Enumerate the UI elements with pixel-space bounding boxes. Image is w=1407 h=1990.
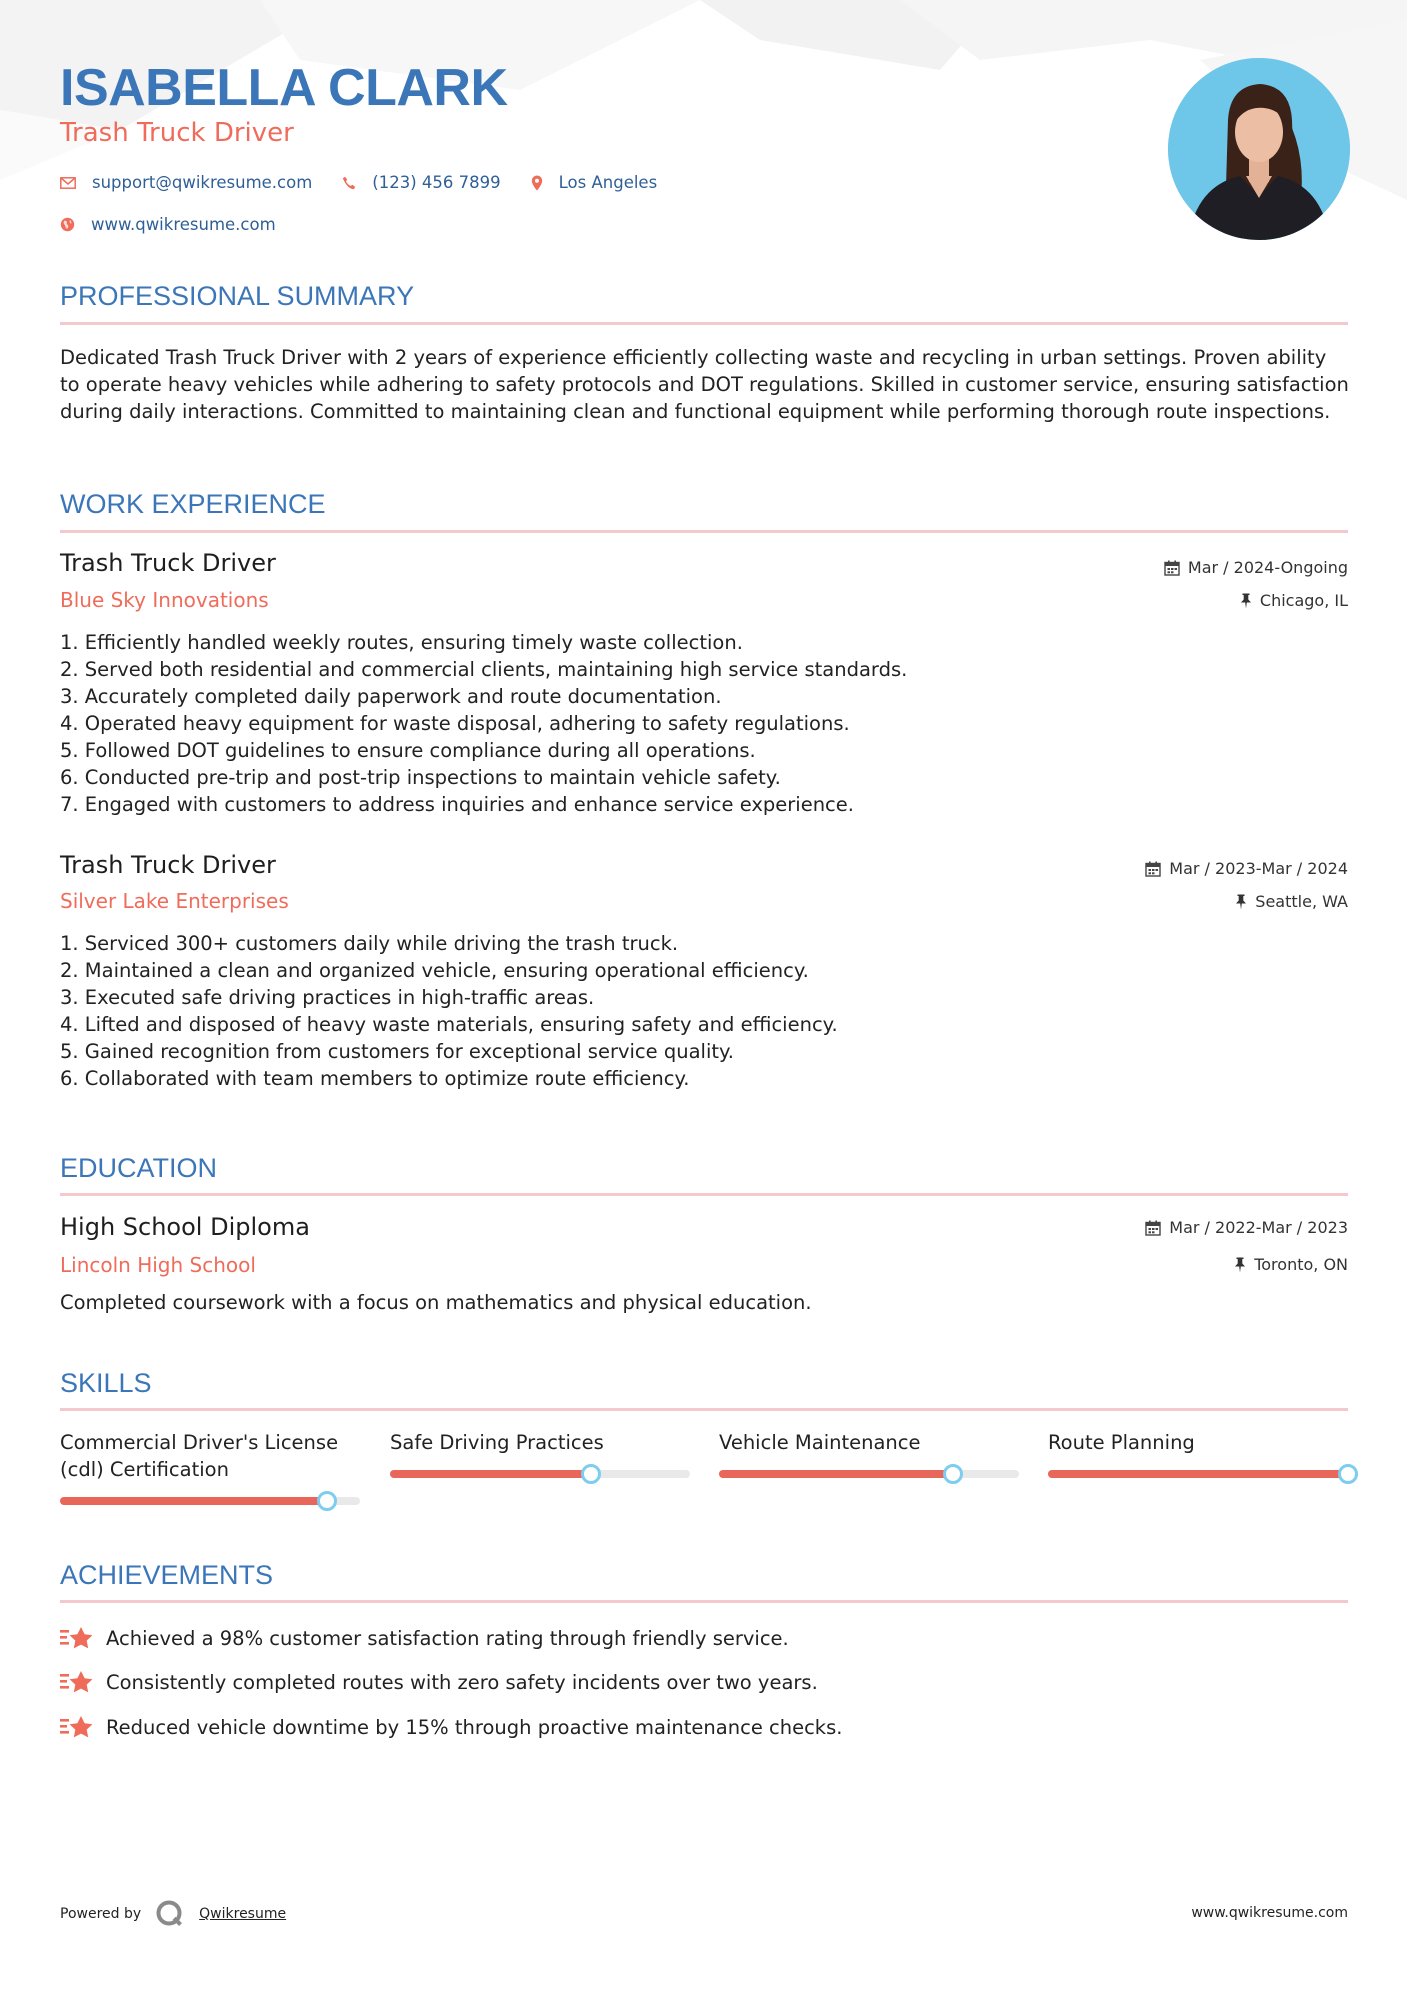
contact-row — [60, 173, 687, 192]
skill-item — [1048, 1429, 1348, 1478]
list-item: 3. Accurately completed daily paperwork and route documentation. — [60, 685, 722, 708]
list-item: 2. Served both residential and commercial clients, maintaining high service standards. — [60, 658, 908, 681]
job-location-text: Chicago, IL — [1259, 591, 1348, 610]
calendar-icon — [1145, 1220, 1161, 1236]
avatar — [1168, 58, 1350, 240]
skill-bar — [390, 1470, 690, 1478]
achievement-text: Achieved a 98% customer satisfaction rating through friendly service. — [106, 1626, 789, 1650]
calendar-icon — [1145, 861, 1161, 877]
powered-by-text: Powered by — [60, 1906, 142, 1922]
skill-bar-fill — [719, 1470, 953, 1478]
star-icon — [60, 1668, 94, 1696]
star-icon — [60, 1713, 94, 1741]
candidate-name: ISABELLA CLARK — [60, 59, 508, 117]
education-heading: EDUCATION — [60, 1153, 218, 1183]
skill-name: Route Planning — [1048, 1431, 1195, 1454]
list-item: 7. Engaged with customers to address inquiries and enhance service experience. — [60, 793, 854, 816]
job-company: Silver Lake Enterprises — [60, 889, 289, 913]
star-icon — [60, 1624, 94, 1652]
skill-bar-knob — [943, 1464, 963, 1484]
education-dates-text: Mar / 2022-Mar / 2023 — [1169, 1218, 1348, 1237]
profile-photo — [1168, 58, 1350, 240]
skill-name: Safe Driving Practices — [390, 1431, 604, 1454]
contact-website[interactable] — [60, 215, 276, 234]
skills-heading: SKILLS — [60, 1368, 152, 1398]
achievement-text: Consistently completed routes with zero safety incidents over two years. — [106, 1670, 818, 1694]
job-dates-text: Mar / 2023-Mar / 2024 — [1169, 859, 1348, 878]
skill-bar-fill — [390, 1470, 591, 1478]
skill-bar-knob — [581, 1464, 601, 1484]
job-dates — [1145, 859, 1348, 878]
contact-phone[interactable] — [342, 173, 500, 192]
job-dates-text: Mar / 2024-Ongoing — [1187, 558, 1348, 577]
list-item: 3. Executed safe driving practices in high-traffic areas. — [60, 986, 595, 1009]
contact-row-website — [60, 215, 306, 234]
candidate-title: Trash Truck Driver — [60, 118, 294, 148]
envelope-icon — [60, 177, 76, 189]
skill-bar-knob — [317, 1491, 337, 1511]
degree-title: High School Diploma — [60, 1213, 310, 1241]
job-location — [1240, 591, 1348, 610]
education-description: Completed coursework with a focus on mathematics and physical education. — [60, 1291, 812, 1314]
job-dates — [1164, 558, 1348, 577]
footer-powered-by — [60, 1899, 286, 1929]
list-item: 2. Maintained a clean and organized vehicle, ensuring operational efficiency. — [60, 959, 809, 982]
achievement-item — [60, 1624, 789, 1652]
email-text: support@qwikresume.com — [92, 173, 313, 192]
education-location-text: Toronto, ON — [1254, 1255, 1348, 1274]
qwikresume-link[interactable]: Qwikresume — [199, 1906, 287, 1922]
divider — [60, 530, 1348, 533]
education-dates — [1145, 1218, 1348, 1237]
skill-bar — [1048, 1470, 1348, 1478]
list-item: 6. Collaborated with team members to optimize route efficiency. — [60, 1067, 690, 1090]
skill-name-cont: (cdl) Certification — [60, 1458, 229, 1481]
job-bullets — [60, 629, 907, 818]
skill-name: Commercial Driver's License — [60, 1431, 339, 1454]
calendar-icon — [1164, 560, 1180, 576]
globe-icon — [60, 217, 75, 232]
education-location — [1234, 1255, 1348, 1274]
divider — [60, 322, 1348, 325]
qwikresume-logo-icon — [155, 1899, 185, 1929]
skill-item — [390, 1429, 690, 1478]
list-item: 4. Lifted and disposed of heavy waste materials, ensuring safety and efficiency. — [60, 1013, 838, 1036]
achievement-item — [60, 1668, 818, 1696]
skill-bar — [719, 1470, 1019, 1478]
map-pin-icon — [531, 175, 543, 191]
school-name: Lincoln High School — [60, 1253, 256, 1277]
list-item: 5. Followed DOT guidelines to ensure compliance during all operations. — [60, 739, 756, 762]
summary-text: Dedicated Trash Truck Driver with 2 years of experience efficiently collecting waste and recycling in urban settings. Proven ability to operate heavy vehicles while adhering to safety protocols and DOT regulations. Skilled in customer service, ensuring satisfaction during daily interactions. Committed to maintaining clean and functional equipment while performing thorough route inspections. — [60, 346, 1349, 423]
job-location-text: Seattle, WA — [1255, 892, 1348, 911]
divider — [60, 1193, 1348, 1196]
phone-icon — [342, 176, 356, 190]
skill-bar-fill — [1048, 1470, 1348, 1478]
summary-heading: PROFESSIONAL SUMMARY — [60, 281, 415, 311]
location-text: Los Angeles — [558, 173, 658, 192]
skill-item — [719, 1429, 1019, 1478]
pushpin-icon — [1235, 894, 1247, 910]
pushpin-icon — [1234, 1257, 1246, 1273]
contact-email[interactable] — [60, 173, 312, 192]
list-item: 5. Gained recognition from customers for exceptional service quality. — [60, 1040, 734, 1063]
skill-bar-fill — [60, 1497, 327, 1505]
contact-location — [531, 173, 658, 192]
website-text: www.qwikresume.com — [91, 215, 276, 234]
experience-heading: WORK EXPERIENCE — [60, 489, 326, 519]
list-item: 1. Efficiently handled weekly routes, ensuring timely waste collection. — [60, 631, 743, 654]
skill-item — [60, 1429, 360, 1505]
pushpin-icon — [1240, 593, 1252, 609]
divider — [60, 1408, 1348, 1411]
job-title: Trash Truck Driver — [60, 851, 276, 879]
phone-text: (123) 456 7899 — [372, 173, 501, 192]
list-item: 4. Operated heavy equipment for waste disposal, adhering to safety regulations. — [60, 712, 850, 735]
job-bullets — [60, 930, 838, 1092]
job-title: Trash Truck Driver — [60, 549, 276, 577]
skill-bar — [60, 1497, 360, 1505]
job-location — [1235, 892, 1348, 911]
list-item: 1. Serviced 300+ customers daily while driving the trash truck. — [60, 932, 679, 955]
footer-website[interactable]: www.qwikresume.com — [1191, 1905, 1348, 1921]
achievement-item — [60, 1713, 842, 1741]
achievements-heading: ACHIEVEMENTS — [60, 1560, 274, 1590]
divider — [60, 1600, 1348, 1603]
skill-name: Vehicle Maintenance — [719, 1431, 921, 1454]
skill-bar-knob — [1338, 1464, 1358, 1484]
job-company: Blue Sky Innovations — [60, 588, 269, 612]
achievement-text: Reduced vehicle downtime by 15% through proactive maintenance checks. — [106, 1715, 843, 1739]
list-item: 6. Conducted pre-trip and post-trip inspections to maintain vehicle safety. — [60, 766, 781, 789]
